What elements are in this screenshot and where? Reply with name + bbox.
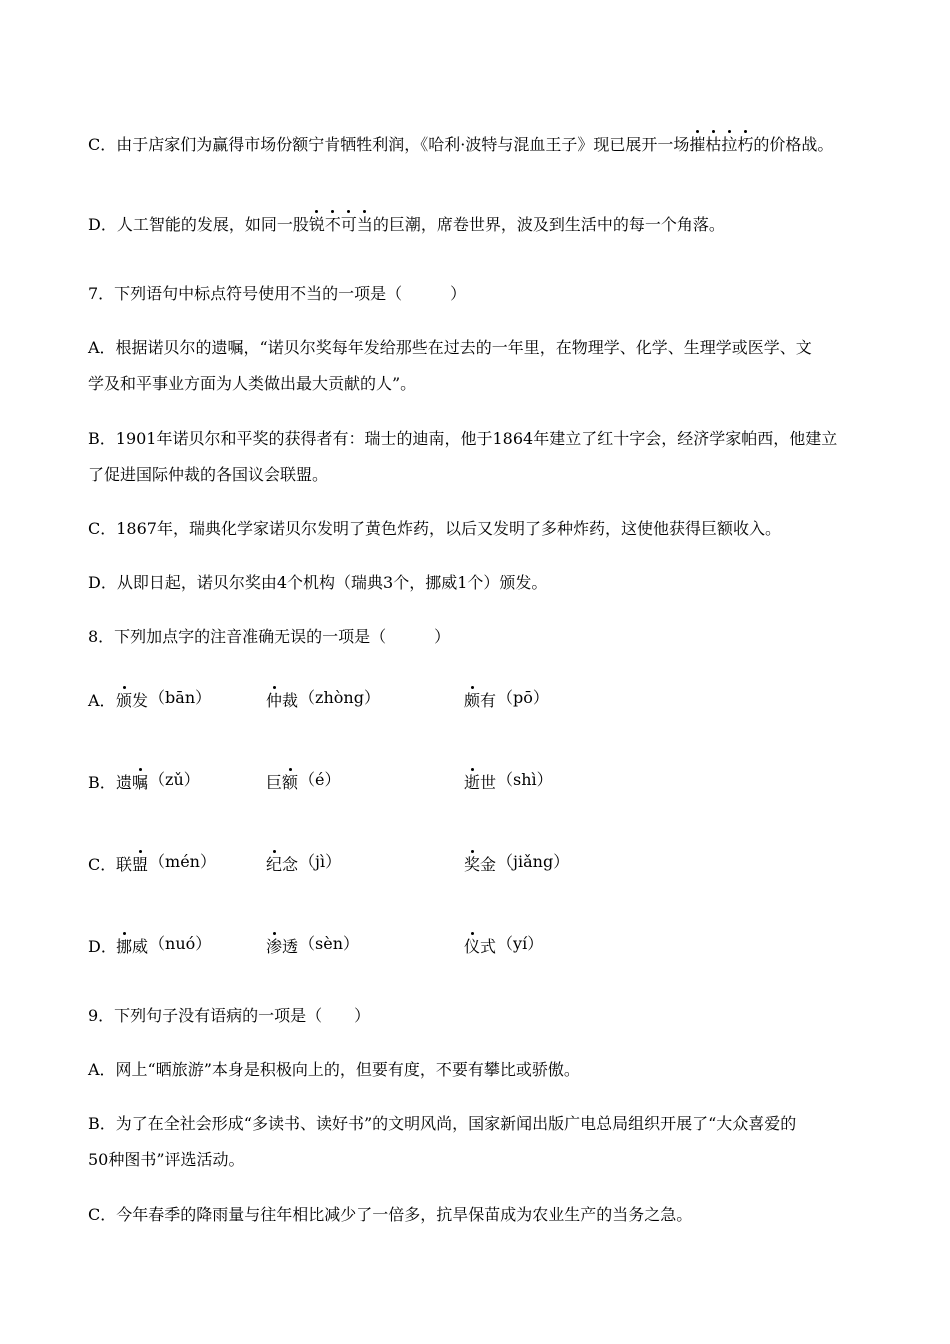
plain-char: 巨 — [266, 773, 283, 792]
pinyin: （jì） — [299, 852, 342, 871]
q7-stem: 7．下列语句中标点符号使用不当的一项是（ ） — [88, 284, 467, 303]
dotted-char: 奖 — [464, 855, 481, 874]
dotted-char: 逝 — [464, 773, 481, 792]
q8-option-word — [116, 772, 200, 794]
q8-option-word — [266, 772, 341, 794]
pinyin: （sèn） — [299, 934, 360, 953]
q6-option-c: C．由于店家们为赢得市场份额宁肯牺牲利润，《哈利·波特与混血王子》现已展开一场摧枯拉朽的价格战。 — [88, 135, 834, 154]
plain-char: 金 — [480, 855, 497, 874]
plain-char: 式 — [480, 937, 497, 956]
q7-option-a-line1: A．根据诺贝尔的遗嘱，“诺贝尔奖每年发给那些在过去的一年里，在物理学、化学、生理学或医学、文 — [88, 338, 812, 357]
plain-char: 念 — [282, 855, 299, 874]
q7-option-c: C．1867年，瑞典化学家诺贝尔发明了黄色炸药，以后又发明了多种炸药，这使他获得巨额收入。 — [88, 519, 781, 538]
q8-option-word — [464, 690, 549, 712]
q8-option-word — [116, 936, 211, 958]
dotted-char: 枯 — [705, 135, 722, 154]
q7-option-b-line1: B．1901年诺贝尔和平奖的获得者有：瑞士的迪南，他于1864年建立了红十字会，经济学家帕西，他建立 — [88, 429, 838, 448]
dotted-char: 嘱 — [132, 773, 149, 792]
pinyin: （zǔ） — [149, 770, 200, 789]
q9-stem: 9．下列句子没有语病的一项是（ ） — [88, 1006, 371, 1025]
plain-char: 威 — [132, 937, 149, 956]
emphasized-phrase — [309, 215, 373, 234]
dotted-char: 渗 — [266, 937, 283, 956]
q9-option-b-line2: 50种图书”评选活动。 — [88, 1150, 245, 1169]
q8-option-label: B． — [88, 773, 116, 792]
q8-option-label: C． — [88, 855, 117, 874]
plain-char: 遗 — [116, 773, 133, 792]
dotted-char: 颇 — [464, 691, 481, 710]
plain-char: 联 — [116, 855, 133, 874]
plain-char: 世 — [480, 773, 497, 792]
pinyin: （é） — [299, 770, 341, 789]
dotted-char: 盟 — [132, 855, 149, 874]
q8-option-word — [266, 936, 359, 958]
dotted-char: 可 — [340, 215, 357, 234]
dotted-char: 仪 — [464, 937, 481, 956]
pinyin: （bān） — [149, 688, 212, 707]
pinyin: （jiǎng） — [497, 852, 570, 871]
pinyin: （pō） — [497, 688, 549, 707]
pinyin: （nuó） — [149, 934, 212, 953]
dotted-char: 额 — [282, 773, 299, 792]
q6-option-d: D．人工智能的发展，如同一股锐不可当的巨潮，席卷世界，波及到生活中的每一个角落。 — [88, 215, 725, 234]
q7-option-d: D．从即日起，诺贝尔奖由4个机构（瑞典3个，挪威1个）颁发。 — [88, 573, 548, 592]
dotted-char: 摧 — [689, 135, 706, 154]
dotted-char: 不 — [324, 215, 341, 234]
q8-option-word — [464, 936, 543, 958]
q8-option-word — [464, 772, 553, 794]
q9-option-a: A．网上“晒旅游”本身是积极向上的，但要有度，不要有攀比或骄傲。 — [88, 1060, 580, 1079]
q8-option-label: A． — [88, 691, 116, 710]
dotted-char: 颁 — [116, 691, 133, 710]
plain-char: 裁 — [282, 691, 299, 710]
q8-option-word — [116, 854, 216, 876]
plain-char: 有 — [480, 691, 497, 710]
q9-option-c: C．今年春季的降雨量与往年相比减少了一倍多，抗旱保苗成为农业生产的当务之急。 — [88, 1205, 693, 1224]
q8-option-label: D． — [88, 937, 117, 956]
pinyin: （mén） — [149, 852, 216, 871]
q8-option-word — [464, 854, 569, 876]
plain-char: 发 — [132, 691, 149, 710]
dotted-char: 纪 — [266, 855, 283, 874]
dotted-char: 朽 — [737, 135, 754, 154]
q7-option-a-line2: 学及和平事业方面为人类做出最大贡献的人”。 — [88, 374, 417, 393]
dotted-char: 锐 — [308, 215, 325, 234]
dotted-char: 拉 — [721, 135, 738, 154]
q8-option-word — [116, 690, 211, 712]
q7-option-b-line2: 了促进国际仲裁的各国议会联盟。 — [88, 465, 329, 484]
plain-char: 透 — [282, 937, 299, 956]
pinyin: （shì） — [497, 770, 553, 789]
dotted-char: 仲 — [266, 691, 283, 710]
dotted-char: 当 — [356, 215, 373, 234]
q8-option-word — [266, 854, 341, 876]
pinyin: （zhòng） — [299, 688, 380, 707]
q8-stem: 8．下列加点字的注音准确无误的一项是（ ） — [88, 627, 451, 646]
pinyin: （yí） — [497, 934, 544, 953]
dotted-char: 挪 — [116, 937, 133, 956]
q9-option-b-line1: B．为了在全社会形成“多读书、读好书”的文明风尚，国家新闻出版广电总局组织开展了“大众喜爱的 — [88, 1114, 797, 1133]
q8-option-word — [266, 690, 380, 712]
emphasized-phrase — [689, 135, 753, 154]
